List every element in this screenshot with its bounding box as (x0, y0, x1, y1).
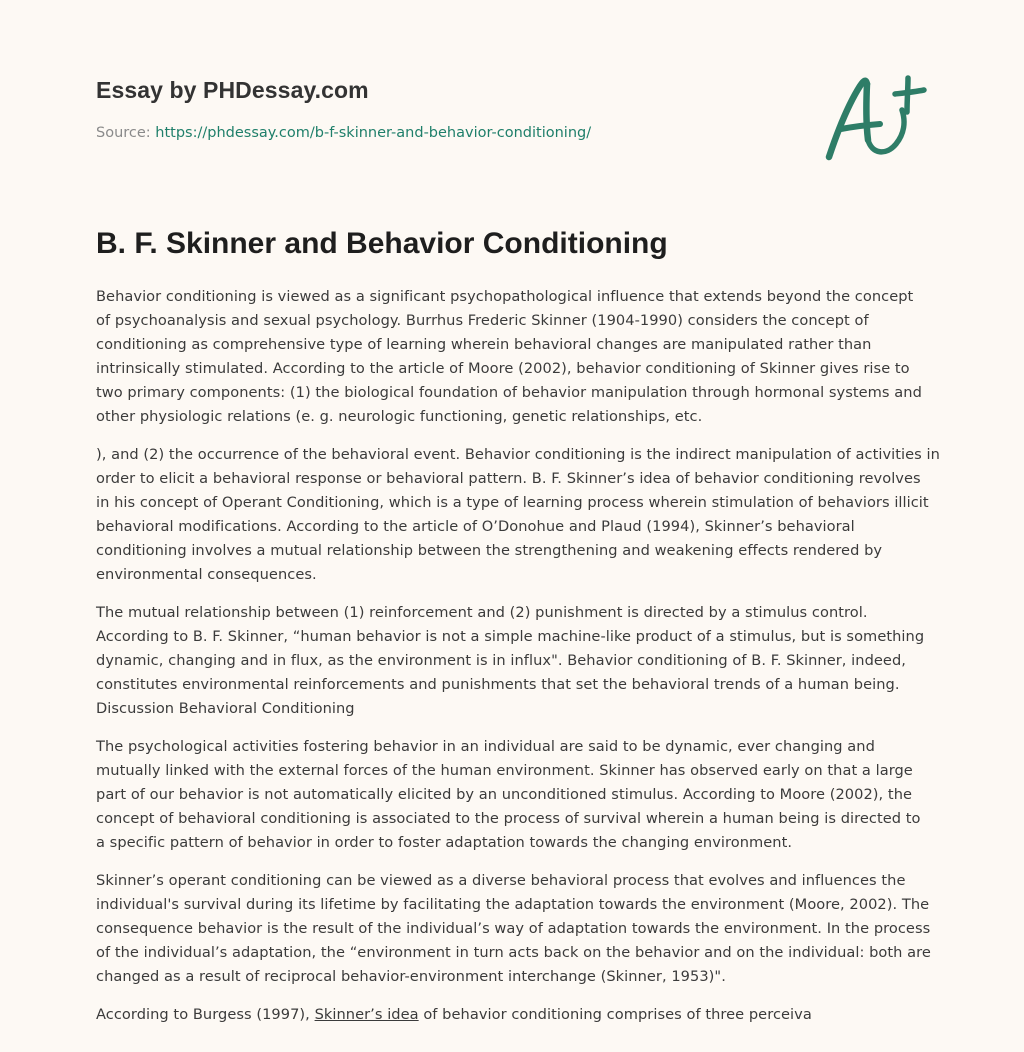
text-line: Discussion Behavioral Conditioning (96, 700, 355, 717)
text-line: concept of behavioral conditioning is associated to the process of survival wherein a human being is directed to (96, 810, 921, 827)
text-line: changed as a result of reciprocal behavior-environment interchange (Skinner, 1953)". (96, 968, 726, 985)
text-line: mutually linked with the external forces of the human environment. Skinner has observed early on that a large (96, 762, 913, 779)
text-line: The mutual relationship between (1) reinforcement and (2) punishment is directed by a stimulus control. (96, 604, 868, 621)
source-line (96, 123, 816, 143)
text-line: other physiologic relations (e. g. neurologic functioning, genetic relationships, etc. (96, 408, 703, 425)
paragraph-5 (96, 869, 931, 989)
text-line: of the individual’s adaptation, the “environment in turn acts back on the behavior and on the individual: both are (96, 944, 931, 961)
article-body (96, 285, 940, 1041)
text-line: constitutes environmental reinforcements and punishments that set the behavioral trends of a human being. (96, 676, 900, 693)
page-header (96, 76, 816, 143)
a-plus-grade-icon (820, 66, 930, 166)
text-line: conditioning involves a mutual relationship between the strengthening and weakening effects rendered by (96, 542, 883, 559)
text-line: intrinsically stimulated. According to the article of Moore (2002), behavior conditioning of Skinner gives rise to (96, 360, 910, 377)
source-link[interactable]: https://phdessay.com/b-f-skinner-and-behavior-conditioning/ (155, 125, 592, 141)
paragraph-6 (96, 1003, 928, 1027)
text-line: dynamic, changing and in flux, as the environment is in influx". Behavior conditioning of B. F. Skinner, indeed, (96, 652, 906, 669)
article-title: B. F. Skinner and Behavior Conditioning (96, 227, 668, 260)
text-line: environmental consequences. (96, 566, 317, 583)
text-line: conditioning as comprehensive type of learning wherein behavioral changes are manipulated rather than (96, 336, 872, 353)
text-segment: of behavior conditioning comprises of three perceiva (418, 1006, 812, 1023)
source-label: Source: (96, 125, 156, 141)
text-line: Behavior conditioning is viewed as a significant psychopathological influence that extends beyond the concept (96, 288, 914, 305)
paragraph-3 (96, 601, 928, 721)
text-line: consequence behavior is the result of the individual’s way of adaptation towards the environment. In the process (96, 920, 931, 937)
text-line: ), and (2) the occurrence of the behavioral event. Behavior conditioning is the indirect manipulation of activities in (96, 446, 940, 463)
text-line: Skinner’s operant conditioning can be viewed as a diverse behavioral process that evolves and influences the (96, 872, 906, 889)
paragraph-2 (96, 443, 940, 587)
text-line: According to B. F. Skinner, “human behavior is not a simple machine-like product of a stimulus, but is something (96, 628, 925, 645)
text-line: behavioral modifications. According to the article of O’Donohue and Plaud (1994), Skinner’s behavioral (96, 518, 855, 535)
site-brand: Essay by PHDessay.com (96, 77, 369, 103)
text-line (96, 1003, 928, 1027)
text-line: in his concept of Operant Conditioning, which is a type of learning process wherein stimulation of behaviors illicit (96, 494, 929, 511)
paragraph-4 (96, 735, 928, 855)
text-line: of psychoanalysis and sexual psychology. Burrhus Frederic Skinner (1904-1990) considers the concept of (96, 312, 869, 329)
text-line: part of our behavior is not automatically elicited by an unconditioned stimulus. According to Moore (2002), the (96, 786, 913, 803)
text-segment: According to Burgess (1997), (96, 1006, 315, 1023)
text-line: two primary components: (1) the biological foundation of behavior manipulation through hormonal systems and (96, 384, 922, 401)
text-line: a specific pattern of behavior in order to foster adaptation towards the changing environment. (96, 834, 793, 851)
paragraph-1 (96, 285, 928, 429)
text-line: individual's survival during its lifetime by facilitating the adaptation towards the environment (Moore, 2002). The (96, 896, 930, 913)
text-line: order to elicit a behavioral response or behavioral pattern. B. F. Skinner’s idea of behavior conditioning revolves (96, 470, 921, 487)
text-line: The psychological activities fostering behavior in an individual are said to be dynamic, ever changing and (96, 738, 875, 755)
skinners-idea-link[interactable]: Skinner’s idea (314, 1006, 419, 1023)
